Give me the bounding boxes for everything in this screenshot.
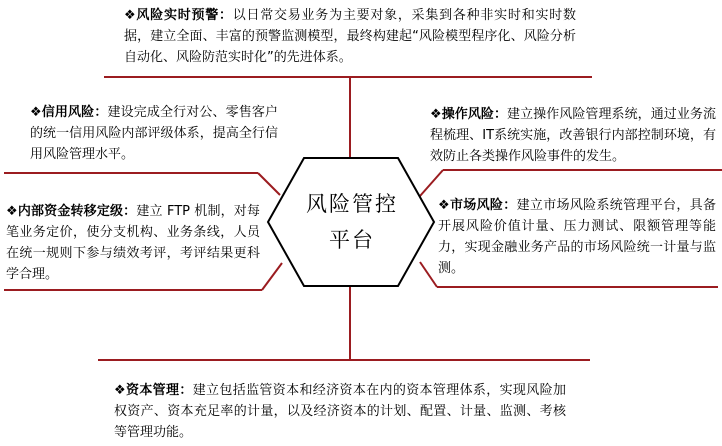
- box-title: 市场风险: [449, 198, 504, 213]
- bullet-icon: ❖: [430, 107, 442, 122]
- box-title: 信用风险: [41, 105, 95, 120]
- box-text: 以日常交易业务为主要对象，采集到各种非实时和实时数据，建立全面、丰富的预警监测模型，最终构建起“风险模型程序化、风险分析自动化、风险防范实时化”的先进体系。: [124, 8, 576, 65]
- box-realtime-warning: ❖风险实时预警：以日常交易业务为主要对象，采集到各种非实时和实时数据，建立全面、丰富的预警监测模型，最终构建起“风险模型程序化、风险分析自动化、风险防范实时化”的先进体系。: [124, 8, 576, 65]
- hub-label-line1: 风险管控: [306, 192, 398, 216]
- bullet-icon: ❖: [124, 8, 137, 23]
- hub-label-line2: 平台: [329, 228, 375, 252]
- box-text: 建设完成全行对公、零售客户的统一信用风险内部评级体系，提高全行信用风险管理水平。: [30, 105, 278, 162]
- box-title: 内部资金转移定级: [17, 204, 124, 219]
- bullet-icon: ❖: [438, 198, 450, 213]
- hub-label: [278, 178, 426, 266]
- box-text: 建立 FTP 机制，对每笔业务定价，使分支机构、业务条线，人员在统一规则下参与绩效考评，考评结果更科学合理。: [6, 204, 260, 282]
- box-operation-risk: ❖操作风险：建立操作风险管理系统，通过业务流程梳理、IT系统实施，改善银行内部控制环境，有效防止各类操作风险事件的发生。: [430, 107, 716, 164]
- box-capital-management: ❖资本管理：建立包括监管资本和经济资本在内的资本管理体系，实现风险加权资产、资本充足率的计量，以及经济资本的计划、配置、计量、监测、考核等管理功能。: [114, 383, 566, 440]
- bullet-icon: ❖: [30, 105, 42, 120]
- box-market-risk: ❖市场风险：建立市场风险系统管理平台，具备开展风险价值计量、压力测试、限额管理等能力，实现金融业务产品的市场风险统一计量与监测。: [438, 198, 716, 276]
- bullet-icon: ❖: [6, 204, 18, 219]
- box-text: 建立操作风险管理系统，通过业务流程梳理、IT系统实施，改善银行内部控制环境，有效防止各类操作风险事件的发生。: [430, 107, 716, 164]
- box-ftp: ❖内部资金转移定级：建立 FTP 机制，对每笔业务定价，使分支机构、业务条线，人员在统一规则下参与绩效考评，考评结果更科学合理。: [6, 204, 260, 282]
- box-title: 操作风险: [441, 107, 494, 122]
- box-title: 资本管理: [126, 383, 180, 398]
- box-text: 建立市场风险系统管理平台，具备开展风险价值计量、压力测试、限额管理等能力，实现金融业务产品的市场风险统一计量与监测。: [438, 198, 716, 276]
- box-text: 建立包括监管资本和经济资本在内的资本管理体系，实现风险加权资产、资本充足率的计量，以及经济资本的计划、配置、计量、监测、考核等管理功能。: [114, 383, 566, 440]
- connector-left-lower-diagonal: [262, 263, 282, 290]
- box-title: 风险实时预警: [136, 8, 219, 23]
- bullet-icon: ❖: [114, 383, 126, 398]
- connector-left-upper-diagonal: [258, 173, 280, 195]
- box-credit-risk: ❖信用风险：建设完成全行对公、零售客户的统一信用风险内部评级体系，提高全行信用风险管理水平。: [30, 105, 278, 162]
